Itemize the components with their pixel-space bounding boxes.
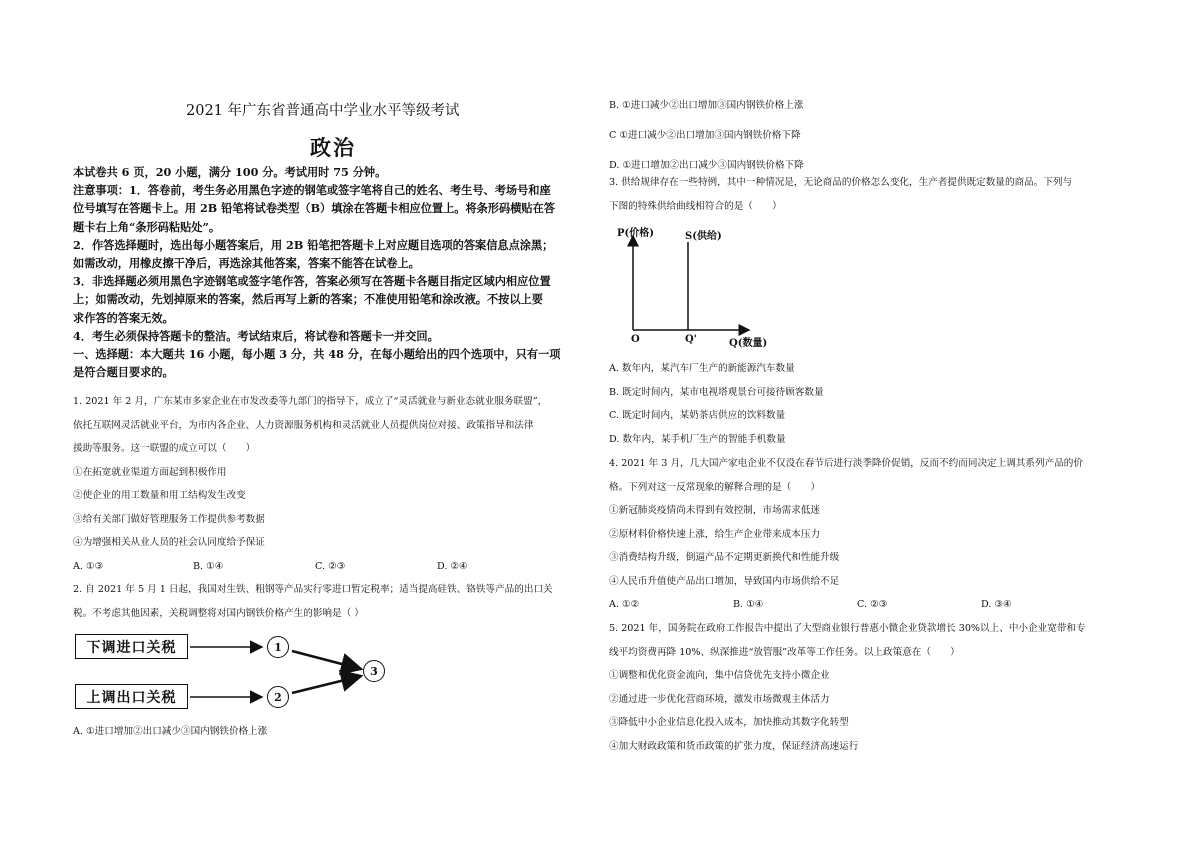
diagram-box-import-tariff: 下调进口关税 — [75, 634, 188, 659]
diagram-arrows — [73, 620, 403, 730]
option-d[interactable]: D. ①进口增加②出口减少③国内钢铁价格下降 — [609, 160, 804, 171]
instruction-line: 上；如需改动，先划掉原来的答案，然后再写上新的答案；不准使用铅笔和涂改液。不按以上要 — [73, 292, 543, 307]
answer-options — [73, 555, 547, 579]
option-c[interactable]: C. 既定时间内，某奶茶店供应的饮料数量 — [609, 410, 786, 421]
question-stem: 线平均资费再降 10%、纵深推进“放管服”改革等工作任务。以上政策意在（ ） — [609, 646, 960, 658]
subject-title: 政治 — [310, 135, 356, 160]
instruction-line: 求作答的答案无效。 — [73, 310, 174, 325]
statement-item: ④人民币升值使产品出口增加，导致国内市场供给不足 — [609, 575, 840, 587]
instruction-line: 本试卷共 6 页，20 小题，满分 100 分。考试用时 75 分钟。 — [73, 165, 387, 179]
statement-item: ②原材料价格快速上涨，给生产企业带来成本压力 — [609, 528, 821, 540]
option-a[interactable]: A. 数年内，某汽车厂生产的新能源汽车数量 — [609, 363, 795, 374]
graph-curve-label: S(供给) — [685, 231, 722, 242]
statement-item: ③给有关部门做好管理服务工作提供参考数据 — [73, 513, 265, 525]
graph-origin: O — [631, 334, 640, 345]
graph-y-label: P(价格) — [617, 228, 654, 239]
option-a[interactable]: A. ①进口增加②出口减少③国内钢铁价格上涨 — [73, 726, 268, 737]
statement-item: ②通过进一步优化营商环境，激发市场微观主体活力 — [609, 693, 830, 705]
graph-x-label: Q(数量) — [729, 338, 768, 349]
question-stem: 格。下列对这一反常现象的解释合理的是（ ） — [609, 481, 821, 493]
diagram-circle-1: 1 — [267, 636, 289, 658]
question-stem: 依托互联网灵活就业平台，为市内各企业、人力资源服务机构和灵活就业人员提供岗位对接、政策指导和法律 — [73, 419, 534, 431]
diagram-circle-3: 3 — [363, 660, 385, 682]
option-b[interactable]: B. 既定时间内，某市电视塔观景台可接待顾客数量 — [609, 386, 824, 398]
statement-item: ④为增强相关从业人员的社会认同度给予保证 — [73, 537, 265, 548]
instruction-line: 如需改动，用橡皮擦干净后，再选涂其他答案，答案不能答在试卷上。 — [73, 256, 420, 271]
option-c[interactable]: C. ②③ — [857, 599, 888, 610]
option-b[interactable]: B. ①④ — [733, 599, 764, 610]
question-stem: 税。不考虑其他因素，关税调整将对国内钢铁价格产生的影响是（ ） — [73, 607, 364, 619]
statement-item: ③降低中小企业信息化投入成本，加快推动其数字化转型 — [609, 717, 849, 728]
instruction-line: 是符合题目要求的。 — [73, 365, 174, 380]
option-a[interactable]: A. ①③ — [73, 560, 104, 572]
instruction-line: 位号填写在答题卡上。用 2B 铅笔将试卷类型（B）填涂在答题卡相应位置上。将条形码横贴在答 — [73, 201, 555, 216]
instruction-line: 3．非选择题必须用黑色字迹钢笔或签字笔作答，答案必须写在答题卡各题目指定区域内相应位置 — [73, 274, 551, 289]
option-d[interactable]: D. 数年内，某手机厂生产的智能手机数量 — [609, 433, 786, 445]
option-a[interactable]: A. ①② — [609, 599, 640, 610]
question-stem: 援助等服务。这一联盟的成立可以（ ） — [73, 443, 256, 454]
question-4 — [609, 452, 1083, 617]
diagram-box-export-tariff: 上调出口关税 — [75, 684, 188, 709]
option-b[interactable]: B. ①进口减少②出口增加③国内钢铁价格上涨 — [609, 100, 804, 111]
question-stem: 4. 2021 年 3 月，几大国产家电企业不仅没在春节后进行淡季降价促销，反而不约而同决定上调其系列产品的价 — [609, 458, 1083, 469]
question-stem: 2. 自 2021 年 5 月 1 日起，我国对生铁、粗钢等产品实行零进口暂定税率；适当提高硅铁、铬铁等产品的出口关 — [73, 584, 553, 595]
statement-item: ②使企业的用工数量和用工结构发生改变 — [73, 490, 246, 501]
question-5 — [609, 617, 1086, 758]
statement-item: ①在拓宽就业渠道方面起到积极作用 — [73, 466, 227, 478]
option-d[interactable]: D. ③④ — [981, 599, 1012, 610]
question-stem: 下图的特殊供给曲线相符合的是（ ） — [609, 200, 782, 212]
question-1 — [73, 390, 547, 578]
instruction-line: 题卡右上角“条形码粘贴处”。 — [73, 219, 221, 234]
statement-item: ④加大财政政策和货币政策的扩张力度，保证经济高速运行 — [609, 740, 859, 752]
instruction-line: 一、选择题：本大题共 16 小题，每小题 3 分，共 48 分，在每小题给出的四个选项中，只有一项 — [73, 347, 561, 362]
statement-item: ③消费结构升级，倒逼产品不定期更新换代和性能升级 — [609, 552, 840, 563]
option-d[interactable]: D. ②④ — [437, 560, 468, 572]
question-stem: 1. 2021 年 2 月，广东某市多家企业在市发改委等九部门的指导下，成立了“灵活就业与新业态就业服务联盟”， — [73, 396, 548, 407]
option-c[interactable]: C ①进口减少②出口增加③国内钢铁价格下降 — [609, 130, 801, 141]
statement-item: ①新冠肺炎疫情尚未得到有效控制，市场需求低迷 — [609, 505, 821, 516]
diagram-circle-2: 2 — [267, 686, 289, 708]
question-2-options-cont — [609, 91, 804, 181]
question-3-options — [609, 357, 824, 451]
answer-options — [609, 593, 1083, 617]
instruction-line: 注意事项：1．答卷前，考生务必用黑色字迹的钢笔或签字笔将自己的姓名、考生号、考场号和座 — [73, 183, 551, 198]
question-stem: 3. 供给规律存在一些特例，其中一种情况是，无论商品的价格怎么变化，生产者提供既定数量的商品。下列与 — [609, 177, 1073, 188]
question-2 — [73, 578, 553, 625]
instruction-line: 2．作答选择题时，选出每小题答案后，用 2B 铅笔把答题卡上对应题目选项的答案信息点涂黑； — [73, 237, 554, 252]
question-stem: 5. 2021 年，国务院在政府工作报告中提出了大型商业银行普惠小微企业贷款增长 30%以上、中小企业宽带和专 — [609, 623, 1086, 634]
option-c[interactable]: C. ②③ — [315, 560, 346, 572]
exam-title: 2021 年广东省普通高中学业水平等级考试 — [186, 103, 460, 119]
statement-item: ①调整和优化资金流向，集中信贷优先支持小微企业 — [609, 670, 830, 681]
question-3 — [609, 171, 1072, 218]
instruction-line: 4．考生必须保持答题卡的整洁。考试结束后，将试卷和答题卡一并交回。 — [73, 328, 439, 343]
graph-q-mark: Q' — [685, 334, 697, 345]
option-b[interactable]: B. ①④ — [193, 560, 224, 572]
instructions — [73, 163, 560, 381]
